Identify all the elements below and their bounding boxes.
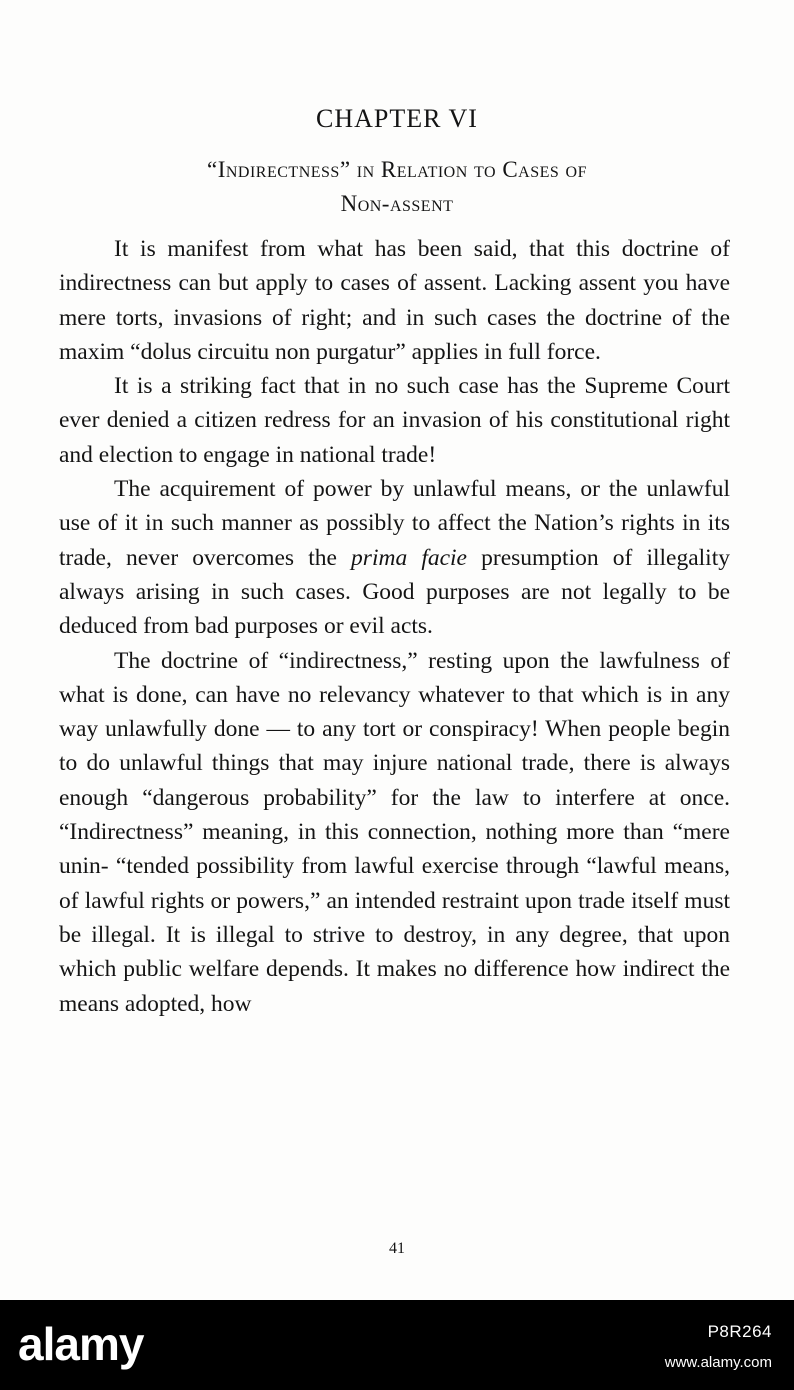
paragraph-3 [59, 472, 730, 643]
italic-phrase: prima facie [351, 544, 467, 571]
site-url: www.alamy.com [664, 1354, 772, 1371]
chapter-title [0, 153, 794, 221]
chapter-title-line-1: “Indirectness” in Relation to Cases of [207, 157, 587, 182]
paragraph-3-text-a: The acquirement of power by unlawful means, or the unlawful use of it in such manner as possibly to affect the Nation’s rights in its trade, never overcomes the [59, 476, 730, 571]
image-id: P8R264 [707, 1322, 772, 1341]
alamy-logo: alamy [18, 1318, 144, 1370]
paragraph-1: It is manifest from what has been said, that this doctrine of indirectness can but apply to cases of assent. Lacking assent you have mere torts, invasions of right; and in such cases the doctrine of the maxim “dolus circuitu non purgatur” applies in full force. [59, 236, 730, 365]
paragraph-2: It is a striking fact that in no such case has the Supreme Court ever denied a citizen redress for an invasion of his constitutional right and election to engage in national trade! [59, 373, 730, 468]
watermark-footer [0, 1300, 794, 1390]
paragraph-4: The doctrine of “indirectness,” resting upon the lawfulness of what is done, can have no relevancy whatever to that which is in any way unlawfully done — to any tort or conspiracy! When people begin to do unlawful things that may injure national trade, there is always enough “dangerous probability” for the law to interfere at once. “Indirectness” meaning, in this connection, nothing more than “mere unin- “tended possibility from lawful exercise through “lawful means, of lawful rights or powers,” an intended restraint upon trade itself must be illegal. It is illegal to strive to destroy, in any degree, that upon which public welfare depends. It makes no difference how indirect the means adopted, how [59, 647, 730, 1017]
chapter-heading: CHAPTER VI [316, 104, 478, 133]
paragraph-3-text-b: presumption of illegality always arising in such cases. Good purposes are not legally to be deduced from bad purposes or evil acts. [59, 544, 730, 640]
chapter-title-line-2: Non-assent [340, 191, 454, 216]
page-number: 41 [389, 1240, 405, 1257]
body-text [59, 232, 730, 1021]
